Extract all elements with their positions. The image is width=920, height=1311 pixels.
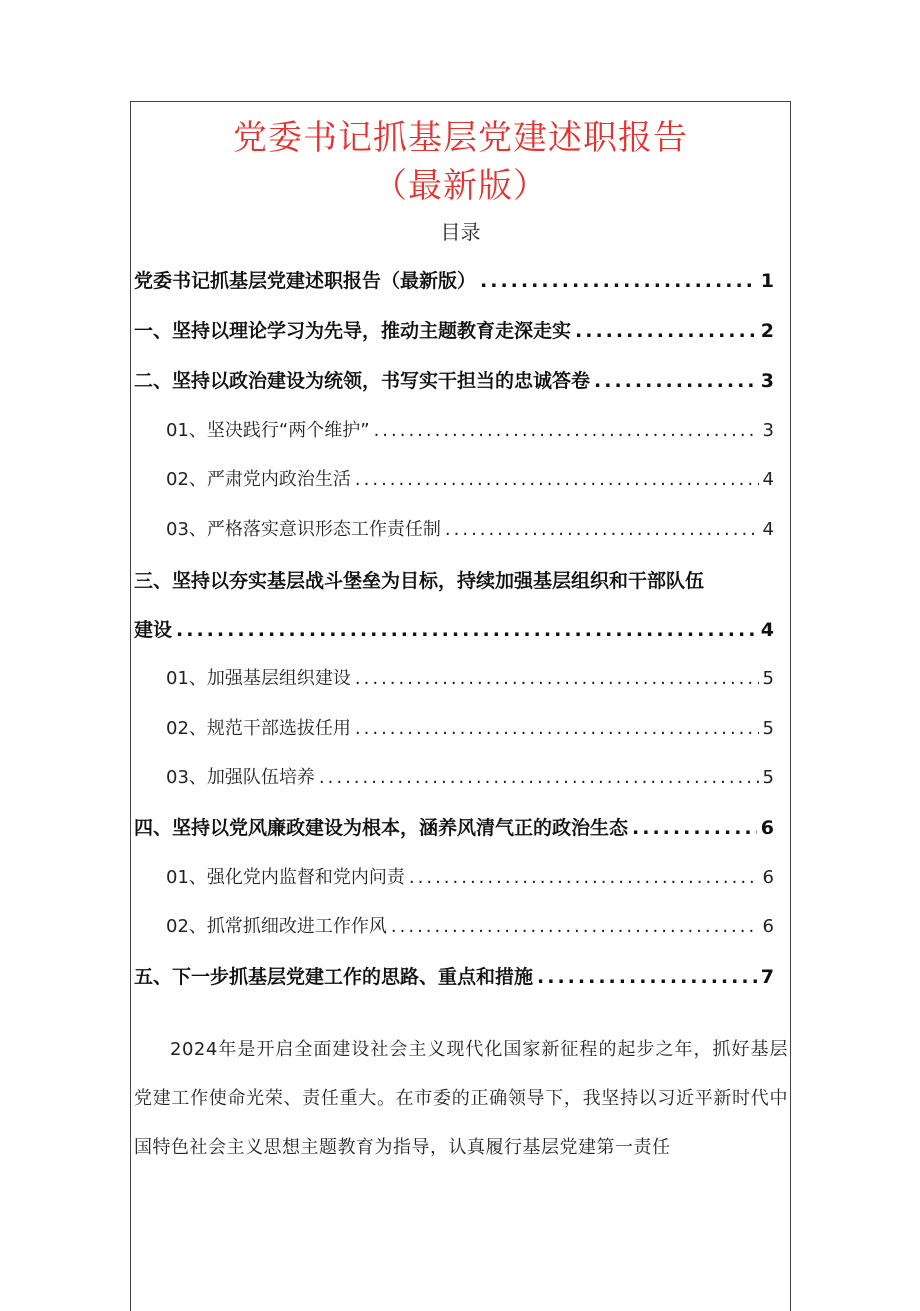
toc-leader-dots: [632, 817, 757, 839]
toc-entry-label: 01、坚决践行“两个维护”: [166, 420, 370, 441]
toc-entry-page: 6: [760, 817, 774, 839]
toc-leader-dots: [409, 867, 759, 888]
toc-entry[interactable]: [166, 416, 774, 446]
toc-entry-label: 03、加强队伍培养: [166, 767, 315, 788]
toc-entry-page: 5: [762, 668, 774, 689]
toc-entry[interactable]: [166, 763, 774, 793]
toc-entry-label: 02、严肃党内政治生活: [166, 469, 351, 490]
toc-entry-label: 五、下一步抓基层党建工作的思路、重点和措施: [134, 966, 534, 988]
toc-leader-dots: [176, 619, 757, 641]
toc-entry-page: 3: [760, 370, 774, 392]
toc-entry[interactable]: [166, 714, 774, 744]
toc-entry-page: 4: [760, 619, 774, 641]
toc-entry-label: 01、加强基层组织建设: [166, 668, 351, 689]
toc-entry-page: 4: [762, 469, 774, 490]
toc-entry[interactable]: [166, 465, 774, 495]
toc-entry[interactable]: [166, 515, 774, 545]
toc-entry[interactable]: [134, 615, 774, 645]
toc-entry[interactable]: [134, 266, 774, 296]
toc-entry-page: 5: [762, 767, 774, 788]
toc-entry[interactable]: [134, 962, 774, 992]
toc-entry-page: 1: [760, 270, 774, 292]
toc-entry-page: 7: [760, 966, 774, 988]
body-paragraph: 2024年是开启全面建设社会主义现代化国家新征程的起步之年，抓好基层党建工作使命光荣、责任重大。在市委的正确领导下，我坚持以习近平新时代中国特色社会主义思想主题教育为指导，认真履行基层党建第一责任: [134, 1039, 788, 1158]
toc-leader-dots: [355, 668, 759, 689]
toc-leader-dots: [594, 370, 757, 392]
toc-entry[interactable]: [166, 912, 774, 942]
toc-entry[interactable]: [166, 664, 774, 694]
toc-entry-page: 6: [762, 916, 774, 937]
document-title: 党委书记抓基层党建述职报告: [233, 118, 688, 158]
toc-entry-page: 2: [760, 320, 774, 342]
toc-leader-dots: [445, 519, 759, 540]
toc-entry[interactable]: [134, 366, 774, 396]
toc-entry-page: 5: [762, 718, 774, 739]
toc-entry-label: 二、坚持以政治建设为统领，书写实干担当的忠诚答卷: [134, 370, 591, 392]
toc-entry-label: 02、规范干部选拔任用: [166, 718, 351, 739]
toc-entry-label-continued: 建设: [134, 619, 173, 641]
document-subtitle: （最新版）: [373, 166, 548, 206]
toc-leader-dots: [537, 966, 757, 988]
toc-entry-wrapped-line1[interactable]: 三、坚持以夯实基层战斗堡垒为目标，持续加强基层组织和干部队伍: [134, 570, 705, 592]
toc-entry[interactable]: [134, 316, 774, 346]
toc-entry-label: 03、严格落实意识形态工作责任制: [166, 519, 441, 540]
toc-entry-page: 6: [762, 867, 774, 888]
toc-leader-dots: [480, 270, 757, 292]
toc-entry[interactable]: [166, 863, 774, 893]
toc-leader-dots: [355, 469, 759, 490]
toc-entry[interactable]: [134, 813, 774, 843]
toc-entry-label: 党委书记抓基层党建述职报告（最新版）: [134, 270, 477, 292]
toc-entry-page: 4: [762, 519, 774, 540]
toc-leader-dots: [391, 916, 759, 937]
toc-entry-label: 02、抓常抓细改进工作作风: [166, 916, 387, 937]
toc-leader-dots: [355, 718, 759, 739]
toc-heading: 目录: [440, 220, 481, 244]
toc-entry-page: 3: [762, 420, 774, 441]
toc-entry-label: 四、坚持以党风廉政建设为根本，涵养风清气正的政治生态: [134, 817, 629, 839]
toc-entry-label: 一、坚持以理论学习为先导，推动主题教育走深走实: [134, 320, 572, 342]
toc-leader-dots: [374, 420, 759, 441]
toc-entry-label: 01、强化党内监督和党内问责: [166, 867, 405, 888]
toc-leader-dots: [575, 320, 757, 342]
toc-leader-dots: [319, 767, 759, 788]
